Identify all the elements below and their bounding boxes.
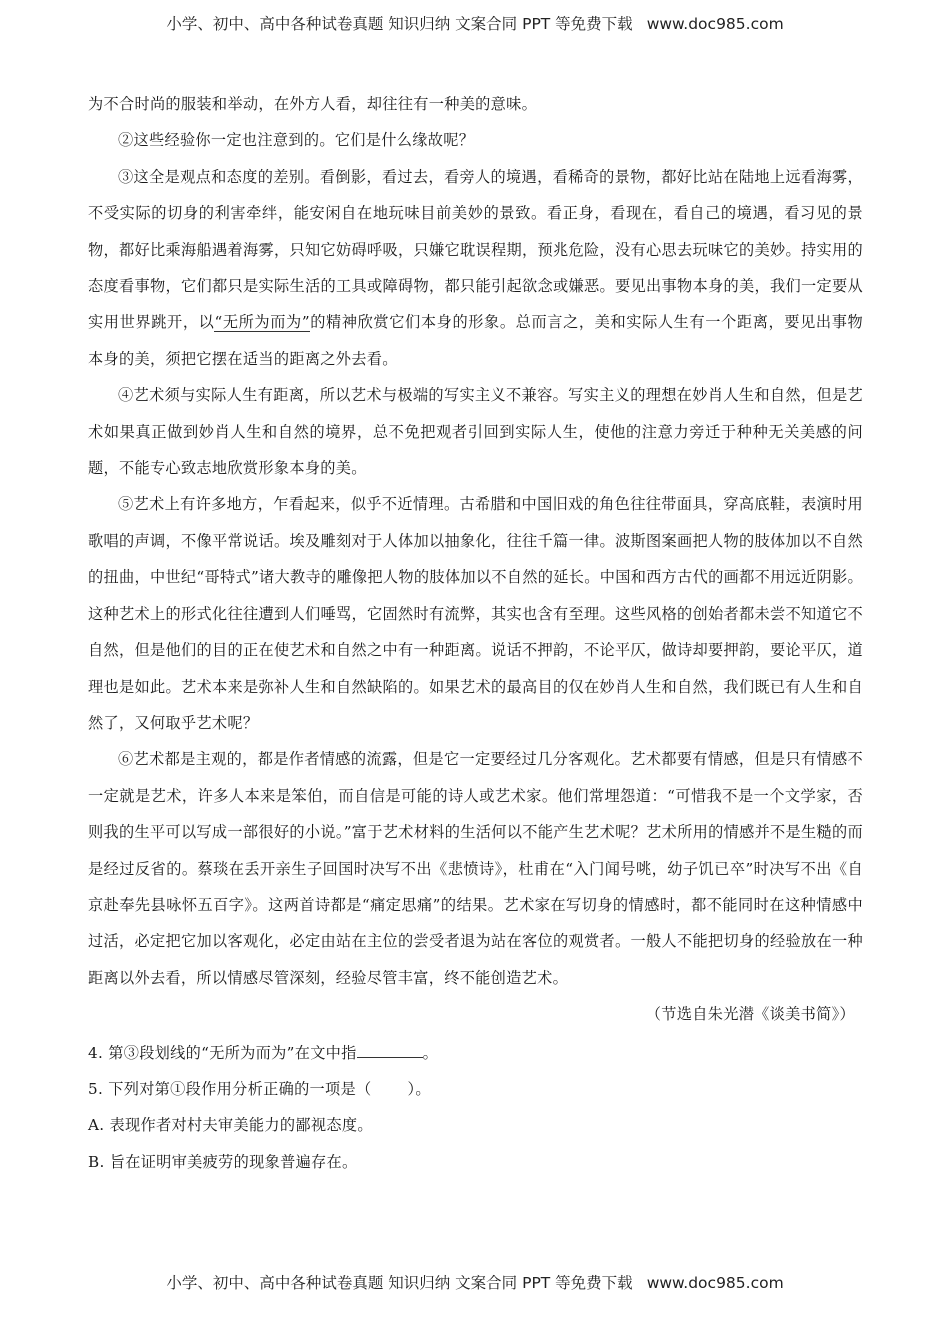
option-b: B. 旨在证明审美疲劳的现象普遍存在。 bbox=[88, 1152, 358, 1171]
underlined-phrase: “无所为而为” bbox=[214, 313, 310, 332]
paragraph-continued: 为不合时尚的服装和举动，在外方人看，却往往有一种美的意味。 bbox=[88, 95, 538, 113]
paragraph-5: ⑤艺术上有许多地方，乍看起来，似乎不近情理。古希腊和中国旧戏的角色往往带面具，穿高底鞋，表演时用歌唱的声调，不像平常说话。埃及雕刻对于人体加以抽象化，往往千篇一律。波斯图案画把人物的肢体加以不自然的扭曲，中世纪“哥特式”诸大教寺的雕像把人物的肢体加以不自然的延长。中国和西方古代的画都不用远近阴影。这种艺术上的形式化往往遭到人们唾骂，它固然时有流弊，其实也含有至理。这些风格的创始者都未尝不知道它不自然，但是他们的目的正在使艺术和自然之中有一种距离。说话不押韵，不论平仄，做诗却要押韵，要论平仄，道理也是如此。艺术本来是弥补人生和自然缺陷的。如果艺术的最高目的仅在妙肖人生和自然，我们既已有人生和自然了，又何取乎艺术呢？ bbox=[88, 495, 864, 732]
header-text: 小学、初中、高中各种试卷真题 知识归纳 文案合同 PPT 等免费下载 bbox=[166, 15, 633, 33]
header-site-link[interactable]: www.doc985.com bbox=[646, 15, 784, 33]
page-header bbox=[0, 12, 950, 34]
questions bbox=[88, 1035, 863, 1181]
footer-site-link[interactable]: www.doc985.com bbox=[646, 1274, 784, 1292]
passage bbox=[88, 86, 863, 1180]
paragraph-2: ②这些经验你一定也注意到的。它们是什么缘故呢？ bbox=[118, 131, 475, 150]
question-4-text: 4. 第③段划线的“无所为而为”在文中指 bbox=[88, 1043, 357, 1062]
answer-blank[interactable] bbox=[357, 1043, 423, 1058]
paragraph-4: ④艺术须与实际人生有距离，所以艺术与极端的写实主义不兼容。写实主义的理想在妙肖人生和自然，但是艺术如果真正做到妙肖人生和自然的境界，总不免把观者引回到实际人生，使他的注意力旁迁于种种无关美感的问题，不能专心致志地欣赏形象本身的美。 bbox=[88, 386, 863, 478]
paragraph-3 bbox=[88, 159, 863, 377]
paragraph-3-text-before: ③这全是观点和态度的差别。看倒影，看过去，看旁人的境遇，看稀奇的景物，都好比站在陆地上远看海雾，不受实际的切身的利害牵绊，能安闲自在地玩味目前美妙的景致。看正身，看现在，看自己的境遇，看习见的景物，都好比乘海船遇着海雾，只知它妨碍呼吸，只嫌它耽误程期，预兆危险，没有心思去玩味它的美妙。持实用的态度看事物，它们都只是实际生活的工具或障碍物，都只能引起欲念或嫌恶。要见出事物本身的美，我们一定要从实用世界跳开，以 bbox=[88, 167, 863, 332]
footer-text: 小学、初中、高中各种试卷真题 知识归纳 文案合同 PPT 等免费下载 bbox=[166, 1274, 633, 1292]
question-5-text: 5. 下列对第①段作用分析正确的一项是（ bbox=[88, 1079, 372, 1098]
question-5-end: ）。 bbox=[407, 1079, 431, 1098]
page-footer bbox=[0, 1271, 950, 1293]
option-a: A. 表现作者对村夫审美能力的鄙视态度。 bbox=[88, 1116, 373, 1135]
question-5 bbox=[88, 1071, 863, 1107]
question-4-end: 。 bbox=[422, 1043, 439, 1062]
question-4 bbox=[88, 1035, 863, 1071]
passage-source: （节选自朱光潜《谈美书简》） bbox=[645, 1005, 855, 1024]
paragraph-3-text-after: 的精神欣赏它们本身的形象。总而言之，美和实际人生有一个距离，要见出事物本身的美，须把它摆在适当的距离之外去看。 bbox=[88, 313, 864, 368]
paragraph-6: ⑥艺术都是主观的，都是作者情感的流露，但是它一定要经过几分客观化。艺术都要有情感，但是只有情感不一定就是艺术，许多人本来是笨伯，而自信是可能的诗人或艺术家。他们常埋怨道：“可惜我不是一个文学家，否则我的生平可以写成一部很好的小说。”富于艺术材料的生活何以不能产生艺术呢？艺术所用的情感并不是生糙的而是经过反省的。蔡琰在丢开亲生子回国时决写不出《悲愤诗》，杜甫在“入门闻号咷，幼子饥已卒”时决写不出《自京赴奉先县咏怀五百字》。这两首诗都是“痛定思痛”的结果。艺术家在写切身的情感时，都不能同时在这种情感中过活，必定把它加以客观化，必定由站在主位的尝受者退为站在客位的观赏者。一般人不能把切身的经验放在一种距离以外去看，所以情感尽管深刻，经验尽管丰富，终不能创造艺术。 bbox=[88, 750, 863, 987]
